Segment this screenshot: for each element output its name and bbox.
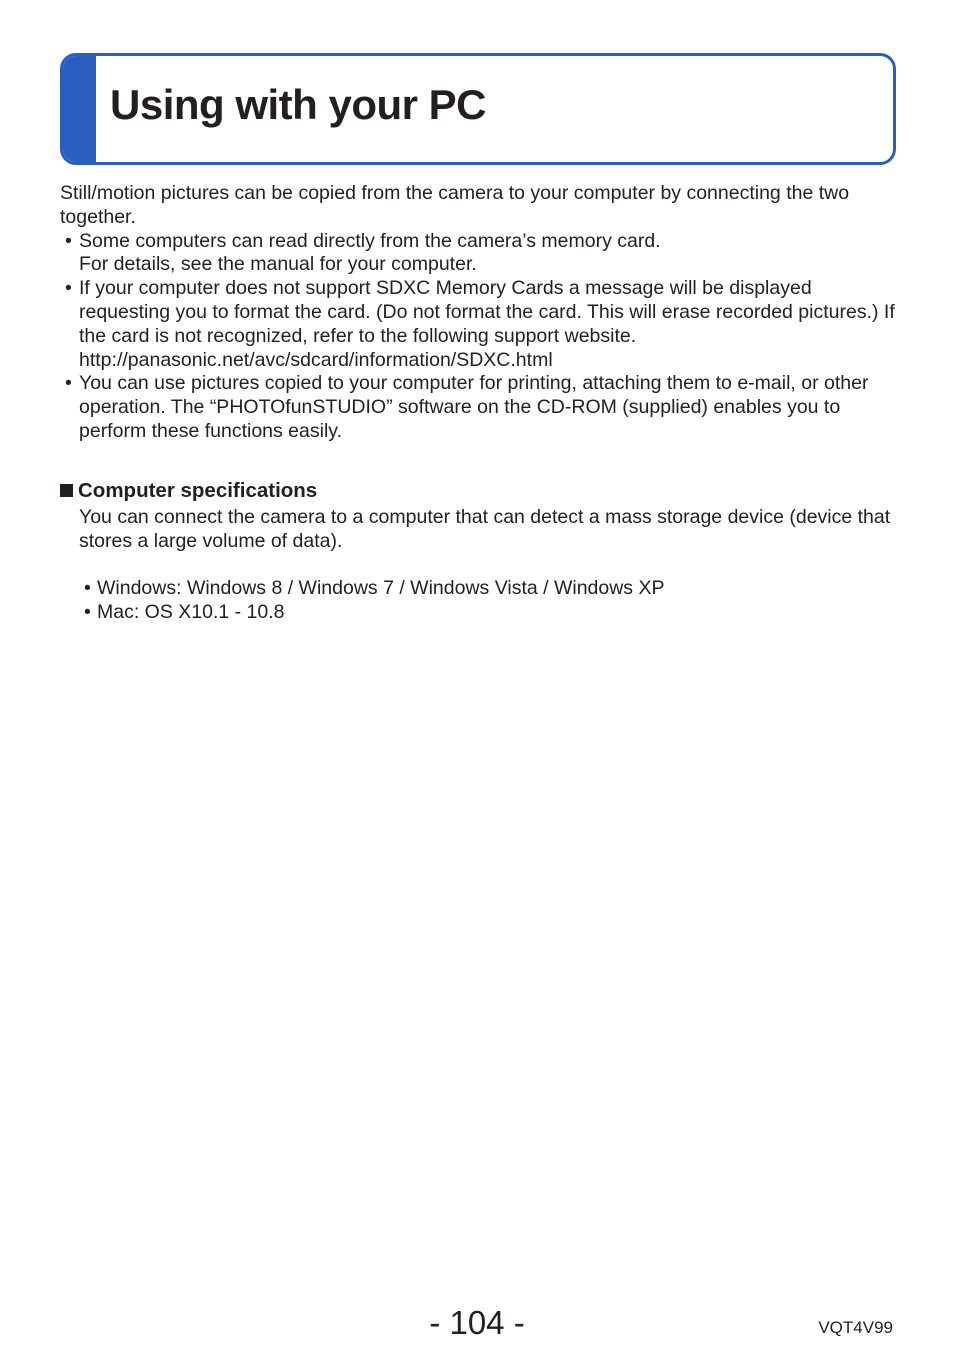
document-code: VQT4V99 <box>818 1318 893 1337</box>
list-item <box>60 277 895 372</box>
page-title-box <box>60 53 896 165</box>
section-body <box>60 506 895 554</box>
black-square-icon <box>60 484 73 497</box>
page-title: Using with your PC <box>110 81 487 128</box>
notes-list <box>60 230 895 444</box>
spec-text: Mac: OS X10.1 - 10.8 <box>97 601 285 624</box>
spec-list <box>60 577 895 625</box>
note-line: Some computers can read directly from the camera’s memory card. <box>79 229 661 252</box>
section-heading <box>60 479 895 503</box>
bullet-icon: • <box>65 229 72 252</box>
note-line: You can use pictures copied to your computer for printing, attaching them to e-mail, or other operation. The “PHOTOfunSTUDIO” software on the CD-ROM (supplied) enables you to perform these functions easily. <box>79 372 869 442</box>
bullet-icon: • <box>65 372 72 395</box>
list-item <box>84 601 895 625</box>
bullet-icon: • <box>65 277 72 300</box>
title-accent-bar <box>63 56 96 162</box>
note-line: If your computer does not support SDXC Memory Cards a message will be displayed requesting you to format the card. (Do not format the card. This will erase recorded pictures.) If the card is not recognized, refer to the following support website. <box>79 277 895 347</box>
list-item <box>60 372 895 443</box>
section-paragraph: You can connect the camera to a computer that can detect a mass storage device (device that stores a large volume of data). <box>79 505 891 552</box>
section-heading-text: Computer specifications <box>78 478 318 502</box>
list-item <box>60 230 895 278</box>
support-url: http://panasonic.net/avc/sdcard/information/SDXC.html <box>79 348 553 371</box>
intro-paragraph: Still/motion pictures can be copied from the camera to your computer by connecting the two together. <box>60 182 850 228</box>
note-line: For details, see the manual for your computer. <box>79 253 477 276</box>
list-item <box>84 577 895 601</box>
page-number: - 104 - <box>429 1304 525 1341</box>
spec-text: Windows: Windows 8 / Windows 7 / Windows Vista / Windows XP <box>97 577 665 600</box>
page-content <box>60 182 895 625</box>
bullet-icon: • <box>84 577 91 600</box>
bullet-icon: • <box>84 601 91 624</box>
